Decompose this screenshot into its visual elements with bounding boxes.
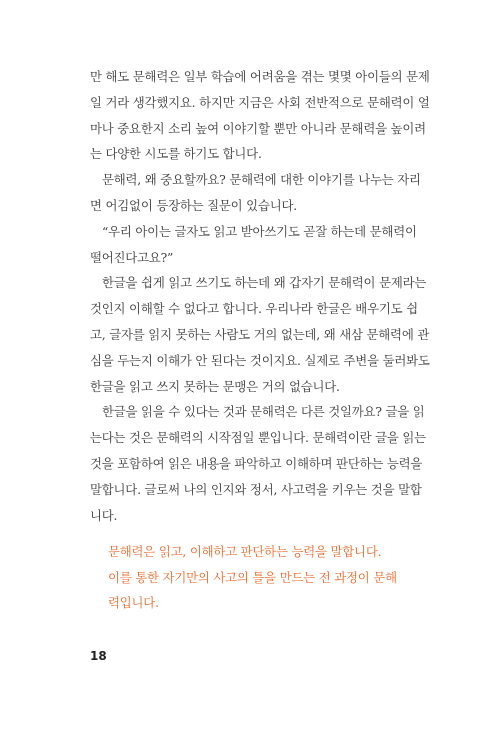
body-line: 마나 중요한지 소리 높여 이야기할 뿐만 아니라 문해력을 높이려 bbox=[90, 120, 426, 136]
body-line: 것을 포함하여 읽은 내용을 파악하고 이해하며 판단하는 능력을 bbox=[90, 455, 423, 471]
page-number: 18 bbox=[90, 649, 107, 663]
body-line: 문해력, 왜 중요할까요? 문해력에 대한 이야기를 나누는 자리 bbox=[102, 172, 421, 188]
highlight-line: 이를 통한 자기만의 사고의 틀을 만드는 전 과정이 문해 bbox=[108, 569, 397, 585]
body-line: 한글을 읽고 쓰지 못하는 문맹은 거의 없습니다. bbox=[90, 378, 340, 394]
body-text bbox=[90, 64, 430, 528]
body-line: 는다는 것은 문해력의 시작점일 뿐입니다. 문해력이란 글을 읽는 bbox=[90, 430, 426, 446]
highlight-line: 력입니다. bbox=[108, 595, 159, 610]
body-line: “우리 아이는 글자도 읽고 받아쓰기도 곧잘 하는데 문해력이 bbox=[102, 223, 417, 239]
body-line: 떨어진다고요?” bbox=[90, 249, 174, 265]
body-line: 고, 글자를 읽지 못하는 사람도 거의 없는데, 왜 새삼 문해력에 관 bbox=[90, 326, 430, 342]
body-line: 만 해도 문해력은 일부 학습에 어려움을 겪는 몇몇 아이들의 문제 bbox=[90, 69, 430, 84]
body-line: 일 거라 생각했지요. 하지만 지금은 사회 전반적으로 문해력이 얼 bbox=[90, 94, 430, 110]
body-line: 말합니다. 글로써 나의 인지와 정서, 사고력을 키우는 것을 말합 bbox=[90, 481, 422, 497]
highlight-line: 문해력은 읽고, 이해하고 판단하는 능력을 말합니다. bbox=[108, 544, 382, 559]
body-line: 니다. bbox=[90, 507, 118, 523]
body-line: 심을 두는지 이해가 안 된다는 것이지요. 실제로 주변을 둘러봐도 bbox=[90, 352, 430, 368]
body-line: 것인지 이해할 수 없다고 합니다. 우리나라 한글은 배우기도 쉽 bbox=[90, 301, 418, 317]
body-line: 한글을 읽을 수 있다는 것과 문해력은 다른 것일까요? 글을 읽 bbox=[102, 404, 425, 420]
body-line: 한글을 쉽게 읽고 쓰기도 하는데 왜 갑자기 문해력이 문제라는 bbox=[102, 275, 427, 291]
highlight-callout bbox=[108, 539, 418, 616]
body-line: 는 다양한 시도를 하기도 합니다. bbox=[90, 146, 262, 162]
body-line: 면 어김없이 등장하는 질문이 있습니다. bbox=[90, 197, 298, 213]
